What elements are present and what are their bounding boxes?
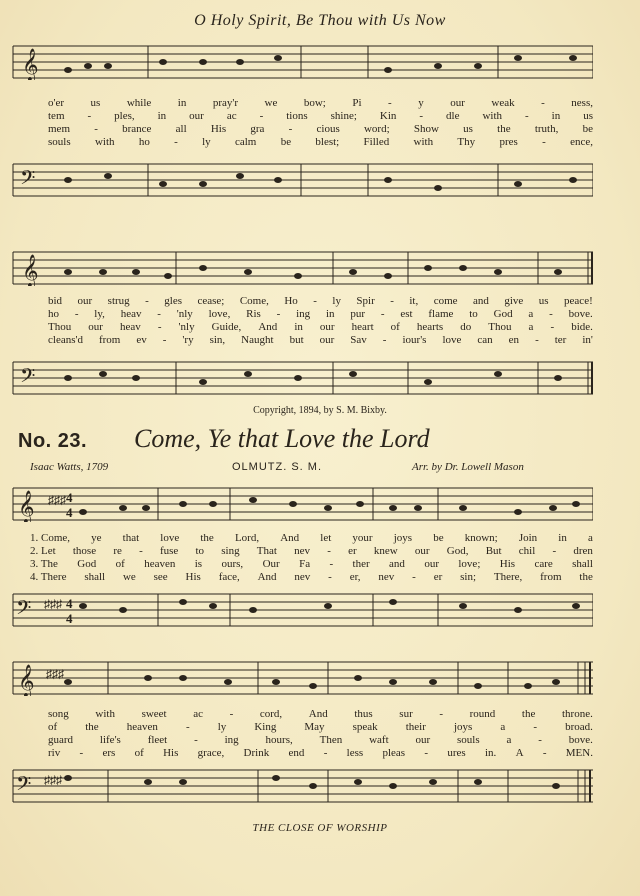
bass-staff: [8, 768, 593, 802]
lyric-line-1: o'er us while in pray'r we bow; Pi - y our weak - ness,: [48, 97, 593, 109]
bass-staff: [8, 360, 593, 394]
hymn-22-system-2: [8, 250, 593, 400]
lyric-line-1: 1. Come, ye that love the Lord, And let your joys be known; Join in a: [30, 532, 593, 544]
svg-text:𝄞: 𝄞: [22, 256, 39, 286]
svg-text:𝄢: 𝄢: [20, 366, 36, 392]
bass-staff: [8, 162, 593, 196]
hymn-23-title: Come, Ye that Love the Lord: [134, 424, 430, 453]
copyright-notice: Copyright, 1894, by S. M. Bixby.: [253, 405, 387, 416]
lyric-line-3: mem - brance all His gra - cious word; Show us the truth, be: [48, 123, 593, 135]
svg-text:𝄢: 𝄢: [16, 774, 32, 800]
lyric-line-4: cleans'd from ev - 'ry sin, Naught but our Sav - iour's love can en - ter in': [48, 334, 593, 346]
treble-staff: [8, 486, 593, 520]
treble-staff: [8, 660, 593, 694]
treble-staff: [8, 250, 593, 284]
tune-name: OLMUTZ. S. M.: [232, 461, 322, 473]
lyric-line-2: of the heaven - ly King May speak their joys a - broad.: [48, 721, 593, 733]
svg-text:4: 4: [66, 505, 73, 520]
lyric-line-4: 4. There shall we see His face, And nev - er, nev - er sin; There, from the: [30, 571, 593, 583]
lyric-line-4: riv - ers of His grace, Drink end - less pleas - ures in. A - MEN.: [48, 747, 593, 759]
svg-text:♯♯♯: ♯♯♯: [48, 493, 66, 507]
svg-text:♯♯♯: ♯♯♯: [44, 597, 62, 611]
bass-staff: [8, 592, 593, 626]
lyric-line-4: souls with ho - ly calm be blest; Filled with Thy pres - ence,: [48, 136, 593, 148]
svg-text:𝄢: 𝄢: [16, 598, 32, 624]
lyric-line-2: 2. Let those re - fuse to sing That nev - er knew our God, But chil - dren: [30, 545, 593, 557]
svg-text:♯♯♯: ♯♯♯: [44, 773, 62, 787]
svg-text:♯♯♯: ♯♯♯: [46, 667, 64, 681]
svg-text:4: 4: [66, 611, 73, 626]
hymn-23-system-1: [8, 486, 593, 636]
hymn-number: No. 23.: [18, 430, 88, 452]
lyric-line-1: song with sweet ac - cord, And thus sur - round the throne.: [48, 708, 593, 720]
hymn-author: Isaac Watts, 1709: [30, 461, 109, 473]
arranger: Arr. by Dr. Lowell Mason: [412, 461, 524, 473]
svg-text:4: 4: [66, 596, 73, 611]
hymn-22-system-1: [8, 44, 593, 194]
hymn-22-title: O Holy Spirit, Be Thou with Us Now: [194, 12, 446, 29]
hymn-23-system-2: [8, 660, 593, 810]
lyric-line-3: 3. The God of heaven is ours, Our Fa - ther and our love; His care shall: [30, 558, 593, 570]
lyric-line-3: Thou our heav - 'nly Guide, And in our heart of hearts do Thou a - bide.: [48, 321, 593, 333]
lyric-line-2: ho - ly, heav - 'nly love, Ris - ing in pur - est flame to God a - bove.: [48, 308, 593, 320]
treble-staff: [8, 44, 593, 78]
svg-text:𝄞: 𝄞: [22, 50, 39, 80]
svg-text:𝄞: 𝄞: [18, 492, 35, 522]
lyric-line-2: tem - ples, in our ac - tions shine; Kin - dle with - in us: [48, 110, 593, 122]
svg-text:𝄢: 𝄢: [20, 168, 36, 194]
lyric-line-1: bid our strug - gles cease; Come, Ho - ly Spir - it, come and give us peace!: [48, 295, 593, 307]
svg-text:𝄞: 𝄞: [18, 666, 35, 696]
lyric-line-3: guard life's fleet - ing hours, Then waft our souls a - bove.: [48, 734, 593, 746]
section-footer: THE CLOSE OF WORSHIP: [252, 822, 388, 834]
svg-text:4: 4: [66, 490, 73, 505]
